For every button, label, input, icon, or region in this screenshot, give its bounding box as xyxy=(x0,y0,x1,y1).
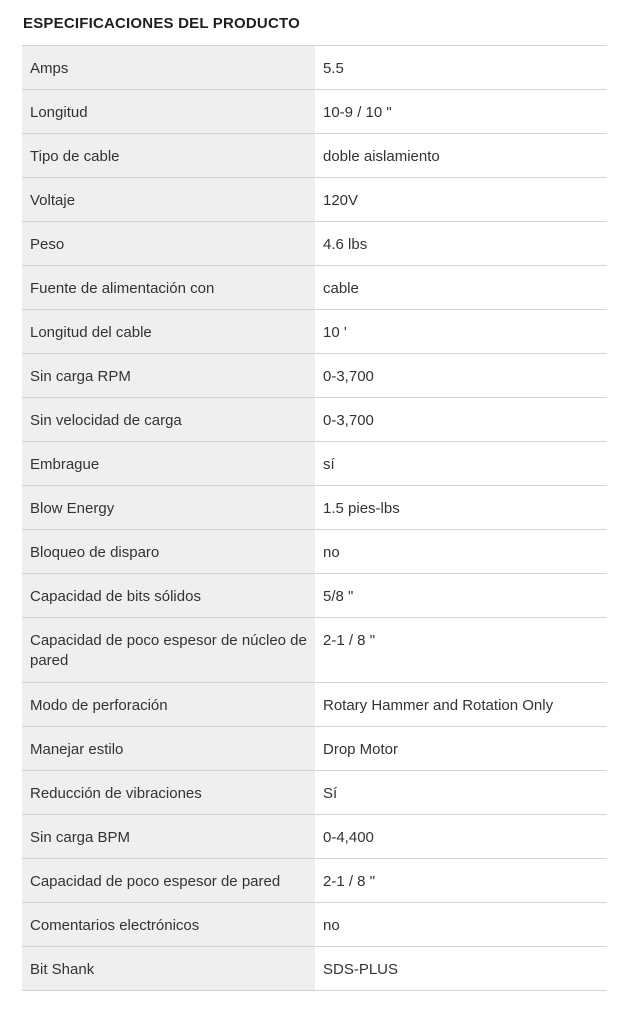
spec-label: Capacidad de bits sólidos xyxy=(22,574,315,617)
spec-label: Embrague xyxy=(22,442,315,485)
spec-row xyxy=(22,727,607,771)
spec-row xyxy=(22,222,607,266)
spec-label: Fuente de alimentación con xyxy=(22,266,315,309)
spec-value: 120V xyxy=(315,178,607,221)
spec-row xyxy=(22,486,607,530)
spec-value: 1.5 pies-lbs xyxy=(315,486,607,529)
spec-label: Comentarios electrónicos xyxy=(22,903,315,946)
spec-label: Modo de perforación xyxy=(22,683,315,726)
spec-label: Amps xyxy=(22,46,315,89)
spec-value: 2-1 / 8 " xyxy=(315,859,607,902)
spec-value: doble aislamiento xyxy=(315,134,607,177)
spec-value: no xyxy=(315,903,607,946)
spec-label: Longitud xyxy=(22,90,315,133)
section-title: ESPECIFICACIONES DEL PRODUCTO xyxy=(23,15,300,32)
spec-label: Sin carga RPM xyxy=(22,354,315,397)
spec-value: no xyxy=(315,530,607,573)
spec-value: SDS-PLUS xyxy=(315,947,607,990)
spec-value: 4.6 lbs xyxy=(315,222,607,265)
spec-label: Capacidad de poco espesor de núcleo de pared xyxy=(22,618,315,682)
spec-value: 0-3,700 xyxy=(315,354,607,397)
spec-row xyxy=(22,618,607,683)
spec-label: Reducción de vibraciones xyxy=(22,771,315,814)
spec-value: cable xyxy=(315,266,607,309)
spec-row xyxy=(22,574,607,618)
spec-label: Capacidad de poco espesor de pared xyxy=(22,859,315,902)
spec-row xyxy=(22,354,607,398)
spec-row xyxy=(22,46,607,90)
spec-value: 5/8 " xyxy=(315,574,607,617)
spec-value: Rotary Hammer and Rotation Only xyxy=(315,683,607,726)
spec-row xyxy=(22,903,607,947)
spec-row xyxy=(22,683,607,727)
spec-row xyxy=(22,771,607,815)
spec-row xyxy=(22,178,607,222)
spec-value: 0-3,700 xyxy=(315,398,607,441)
spec-row xyxy=(22,266,607,310)
spec-value: Drop Motor xyxy=(315,727,607,770)
spec-row xyxy=(22,398,607,442)
spec-row xyxy=(22,530,607,574)
spec-row xyxy=(22,815,607,859)
spec-row xyxy=(22,310,607,354)
spec-value: sí xyxy=(315,442,607,485)
spec-label: Longitud del cable xyxy=(22,310,315,353)
spec-row xyxy=(22,134,607,178)
spec-value: 5.5 xyxy=(315,46,607,89)
spec-row xyxy=(22,442,607,486)
specs-table xyxy=(22,45,607,991)
spec-value: Sí xyxy=(315,771,607,814)
spec-row xyxy=(22,90,607,134)
spec-value: 10 ' xyxy=(315,310,607,353)
spec-label: Tipo de cable xyxy=(22,134,315,177)
spec-value: 0-4,400 xyxy=(315,815,607,858)
spec-row xyxy=(22,947,607,991)
spec-label: Sin carga BPM xyxy=(22,815,315,858)
spec-label: Blow Energy xyxy=(22,486,315,529)
spec-label: Bloqueo de disparo xyxy=(22,530,315,573)
spec-value: 2-1 / 8 " xyxy=(315,618,607,682)
spec-label: Peso xyxy=(22,222,315,265)
spec-label: Sin velocidad de carga xyxy=(22,398,315,441)
spec-value: 10-9 / 10 " xyxy=(315,90,607,133)
spec-label: Voltaje xyxy=(22,178,315,221)
spec-label: Bit Shank xyxy=(22,947,315,990)
spec-row xyxy=(22,859,607,903)
spec-label: Manejar estilo xyxy=(22,727,315,770)
